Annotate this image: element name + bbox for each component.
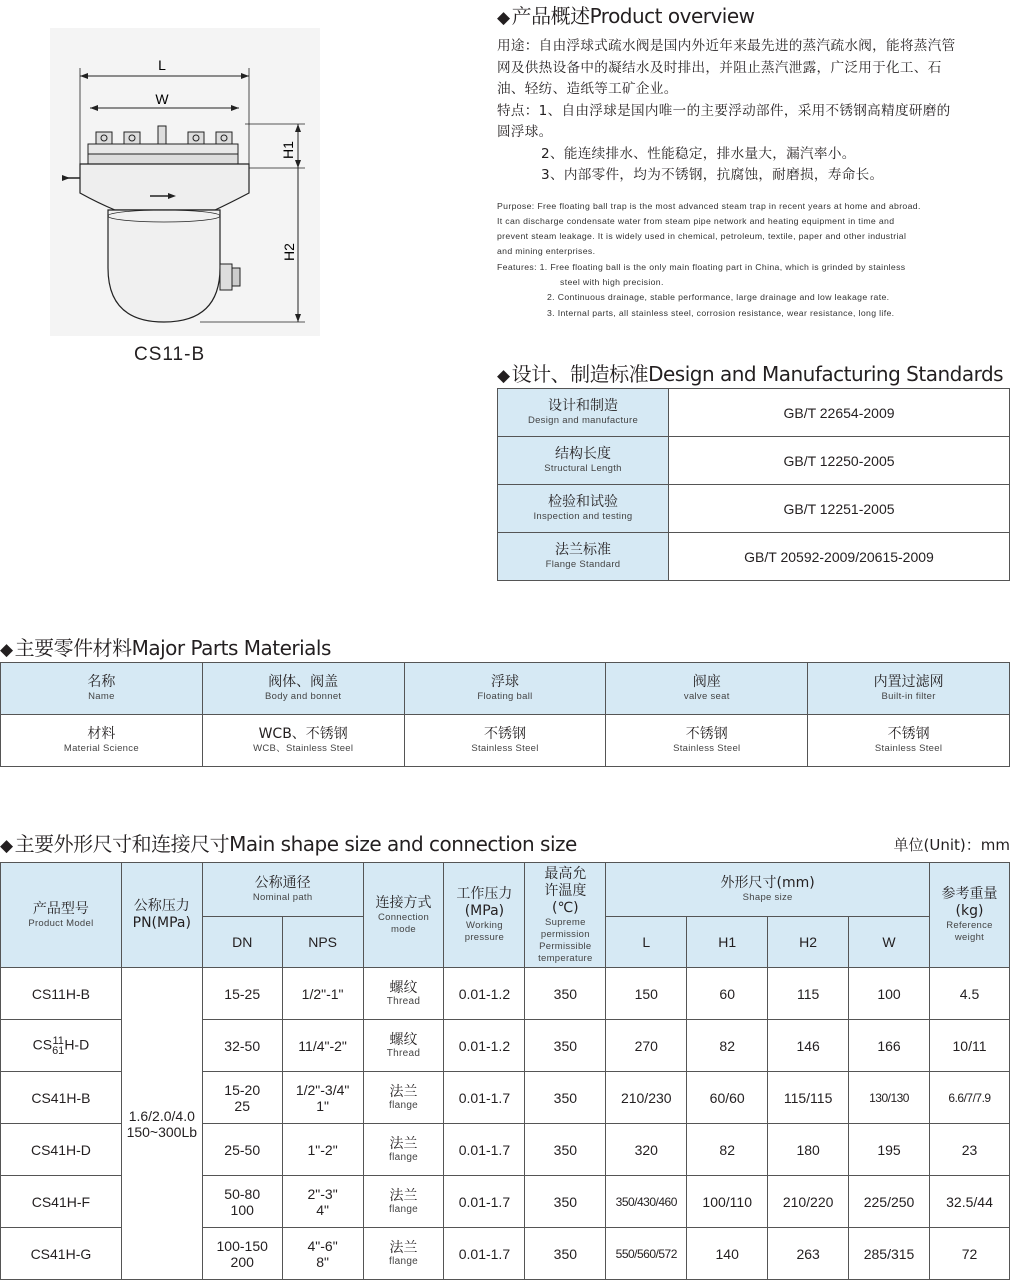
h1-cell: 60/60 (687, 1072, 768, 1124)
header-en: permission (540, 928, 590, 940)
standard-key-zh: 法兰标准 (555, 542, 611, 558)
materials-table (0, 662, 1010, 767)
header-en: Nominal path (252, 892, 313, 903)
dim-w-label: W (155, 91, 169, 107)
header-unit: (MPa) (464, 903, 505, 919)
l-cell: 550/560/572 (606, 1228, 687, 1280)
header-zh: 连接方式 (375, 894, 432, 911)
overview-cn-line: 网及供热设备中的凝结水及时排出，并阻止蒸汽泄露，广泛用于化工、石 (497, 59, 942, 76)
wp-cell: 0.01-1.2 (444, 1020, 525, 1072)
standard-key-zh: 检验和试验 (548, 494, 618, 510)
diamond-bullet-icon: ◆ (0, 640, 13, 660)
nps-line: 8" (316, 1253, 329, 1270)
dn-cell (202, 1072, 282, 1124)
header-working-pressure (444, 863, 525, 968)
standard-key-cell (498, 437, 669, 485)
header-nominal (202, 863, 363, 917)
dn-line: 25 (234, 1097, 250, 1114)
header-en: Working (466, 920, 503, 931)
header-en: Name (88, 691, 115, 702)
header-zh: 阀体、阀盖 (268, 674, 339, 690)
materials-title (0, 632, 331, 661)
header-en: Connection (377, 911, 430, 923)
header-l: L (606, 917, 687, 968)
model-cell: CS41H-D (1, 1124, 122, 1176)
h1-cell: 60 (687, 968, 768, 1020)
conn-en: flange (389, 1100, 419, 1111)
diamond-bullet-icon: ◆ (0, 836, 13, 856)
header-h2: H2 (768, 917, 849, 968)
header-zh: 最高允 (544, 865, 587, 882)
cell-en: Stainless Steel (471, 743, 539, 754)
wp-cell: 0.01-1.7 (444, 1124, 525, 1176)
diamond-bullet-icon: ◆ (497, 8, 510, 28)
header-en: Permissible (539, 940, 592, 952)
model-cell (1, 1020, 122, 1072)
weight-cell: 23 (930, 1124, 1010, 1176)
dn-cell (202, 1228, 282, 1280)
table-row (498, 437, 1010, 485)
connection-cell (363, 1124, 444, 1176)
dim-l-label: L (158, 57, 166, 73)
h1-cell: 140 (687, 1228, 768, 1280)
pn-line: 1.6/2.0/4.0 (128, 1107, 195, 1124)
temp-cell: 350 (525, 968, 606, 1020)
header-zh: 公称压力 (133, 898, 190, 914)
materials-header-cell (404, 663, 606, 715)
header-en: pressure (464, 932, 505, 943)
overview-en-line: Purpose: Free floating ball trap is the most advanced steam trap in recent years at home and abroad. (497, 200, 921, 211)
diamond-bullet-icon: ◆ (497, 366, 510, 386)
conn-en: flange (389, 1256, 419, 1267)
dn-line: 15-20 (224, 1081, 261, 1098)
standard-key-zh: 设计和制造 (548, 398, 618, 414)
model-cell: CS11H-B (1, 968, 122, 1020)
cell-en: Material Science (63, 743, 139, 754)
dn-line: 100 (230, 1201, 254, 1218)
cell-zh: WCB、不锈钢 (258, 726, 348, 742)
pn-line: 150~300Lb (126, 1123, 198, 1140)
table-row (498, 485, 1010, 533)
materials-header-cell (202, 663, 404, 715)
standard-value-cell: GB/T 20592-2009/20615-2009 (669, 533, 1010, 581)
weight-cell: 32.5/44 (930, 1176, 1010, 1228)
weight-cell: 6.6/7/7.9 (930, 1072, 1010, 1124)
standards-title (497, 358, 1003, 387)
dn-cell: 25-50 (202, 1124, 282, 1176)
dn-cell: 32-50 (202, 1020, 282, 1072)
h1-cell: 82 (687, 1020, 768, 1072)
overview-en-line: 3. Internal parts, all stainless steel, corrosion resistance, wear resistance, long life. (547, 307, 895, 318)
temp-cell: 350 (525, 1176, 606, 1228)
conn-zh: 螺纹 (389, 979, 418, 995)
header-en: Product Model (28, 917, 94, 929)
dn-line: 50-80 (224, 1185, 261, 1202)
standard-key-cell (498, 389, 669, 437)
h2-cell: 115 (768, 968, 849, 1020)
cell-en: WCB、Stainless Steel (253, 743, 354, 754)
header-weight (930, 863, 1010, 968)
h2-cell: 146 (768, 1020, 849, 1072)
model-cell: CS41H-G (1, 1228, 122, 1280)
connection-cell (363, 1072, 444, 1124)
table-header-row (1, 663, 1010, 715)
unit-label: 单位(Unit)：mm (893, 836, 1010, 854)
header-w: W (849, 917, 930, 968)
dn-line: 200 (230, 1253, 254, 1270)
weight-cell: 72 (930, 1228, 1010, 1280)
table-row (498, 533, 1010, 581)
standards-title-text: 设计、制造标准Design and Manufacturing Standards (511, 362, 1004, 386)
connection-cell (363, 1176, 444, 1228)
overview-text (497, 36, 1012, 321)
model-cell: CS41H-F (1, 1176, 122, 1228)
temp-cell: 350 (525, 1228, 606, 1280)
header-dn: DN (202, 917, 282, 968)
h2-cell: 263 (768, 1228, 849, 1280)
overview-en-line: prevent steam leakage. It is widely used in chemical, petroleum, textile, paper and other industrial (497, 231, 907, 242)
standard-key-en: Structural Length (544, 463, 622, 474)
connection-cell (363, 1020, 444, 1072)
conn-zh: 法兰 (389, 1187, 418, 1203)
conn-zh: 法兰 (389, 1135, 418, 1151)
w-cell: 130/130 (849, 1072, 930, 1124)
nps-line: 1" (316, 1097, 329, 1114)
temp-cell: 350 (525, 1124, 606, 1176)
sizes-title (0, 828, 577, 857)
model-sub: 61 (52, 1044, 65, 1057)
l-cell: 350/430/460 (606, 1176, 687, 1228)
h1-cell: 100/110 (687, 1176, 768, 1228)
overview-en-line: Features: 1. Free floating ball is the only main floating part in China, which is grinded by stainless (497, 261, 906, 272)
model-cell: CS41H-B (1, 1072, 122, 1124)
materials-cell (1, 715, 203, 767)
header-h1: H1 (687, 917, 768, 968)
nps-line: 4" (316, 1201, 329, 1218)
connection-cell (363, 1228, 444, 1280)
conn-en: Thread (386, 1048, 421, 1059)
materials-header-cell (606, 663, 808, 715)
header-en: Built-in filter (881, 691, 936, 702)
cell-en: Stainless Steel (673, 743, 741, 754)
table-header-row (1, 863, 1010, 917)
header-en: Supreme (545, 916, 586, 928)
standard-key-cell (498, 485, 669, 533)
sizes-table (0, 862, 1010, 1280)
table-row (1, 715, 1010, 767)
header-zh: 公称通径 (254, 875, 311, 891)
nps-cell: 11/4"-2" (282, 1020, 363, 1072)
l-cell: 320 (606, 1124, 687, 1176)
table-row (498, 389, 1010, 437)
w-cell: 195 (849, 1124, 930, 1176)
cell-zh: 不锈钢 (685, 726, 728, 742)
overview-cn-line: 特点：1、自由浮球是国内唯一的主要浮动部件，采用不锈钢高精度研磨的 (497, 102, 951, 119)
overview-cn-line: 用途：自由浮球式疏水阀是国内外近年来最先进的蒸汽疏水阀，能将蒸汽管 (497, 38, 956, 54)
conn-zh: 法兰 (389, 1083, 418, 1099)
header-en: PN(MPa) (132, 915, 191, 931)
header-nps: NPS (282, 917, 363, 968)
conn-zh: 螺纹 (389, 1031, 418, 1047)
wp-cell: 0.01-1.7 (444, 1176, 525, 1228)
materials-cell (606, 715, 808, 767)
conn-en: flange (389, 1152, 419, 1163)
overview-cn-line: 3、内部零件，均为不锈钢，抗腐蚀，耐磨损，寿命长。 (541, 167, 884, 183)
h2-cell: 180 (768, 1124, 849, 1176)
header-en: Shape size (742, 892, 793, 903)
dn-cell: 15-25 (202, 968, 282, 1020)
model-suffix: H-D (64, 1036, 90, 1053)
header-en: mode (391, 923, 416, 935)
cell-zh: 不锈钢 (483, 726, 526, 742)
steam-trap-diagram (40, 28, 330, 340)
l-cell: 150 (606, 968, 687, 1020)
nps-line: 1/2"-3/4" (295, 1081, 350, 1098)
header-en: Reference (946, 920, 993, 931)
header-zh: 工作压力 (456, 886, 513, 902)
materials-header-cell (1, 663, 203, 715)
conn-en: Thread (386, 996, 421, 1007)
wp-cell: 0.01-1.2 (444, 968, 525, 1020)
overview-en-line: It can discharge condensate water from steam pipe network and heating equipment in time and (497, 215, 895, 226)
standard-value-cell: GB/T 12251-2005 (669, 485, 1010, 533)
nps-cell (282, 1072, 363, 1124)
table-row (1, 968, 1010, 1020)
standard-value-cell: GB/T 12250-2005 (669, 437, 1010, 485)
model-sup: 11 (52, 1034, 64, 1047)
cell-zh: 不锈钢 (887, 726, 930, 742)
materials-header-cell (808, 663, 1010, 715)
wp-cell: 0.01-1.7 (444, 1228, 525, 1280)
w-cell: 285/315 (849, 1228, 930, 1280)
header-temperature (525, 863, 606, 968)
cell-en: Stainless Steel (874, 743, 943, 754)
standard-key-zh: 结构长度 (555, 446, 611, 462)
h2-cell: 210/220 (768, 1176, 849, 1228)
conn-zh: 法兰 (389, 1239, 418, 1255)
dn-cell (202, 1176, 282, 1228)
header-en: Body and bonnet (265, 691, 342, 702)
nps-cell: 1"-2" (282, 1124, 363, 1176)
header-en: temperature (538, 952, 593, 964)
w-cell: 225/250 (849, 1176, 930, 1228)
standard-key-en: Flange Standard (545, 559, 621, 570)
header-zh: 参考重量 (941, 886, 998, 902)
header-zh: 阀座 (692, 674, 721, 690)
standard-key-en: Inspection and testing (533, 511, 633, 522)
header-zh: 许温度 (544, 882, 587, 899)
h1-cell: 82 (687, 1124, 768, 1176)
nps-cell: 1/2"-1" (282, 968, 363, 1020)
weight-cell: 4.5 (930, 968, 1010, 1020)
overview-en-line: steel with high precision. (560, 276, 664, 287)
diagram-model-label: CS11-B (134, 344, 206, 365)
header-en: weight (954, 932, 985, 943)
header-shape (606, 863, 930, 917)
materials-title-text: 主要零件材料Major Parts Materials (14, 636, 331, 660)
nps-line: 2"-3" (307, 1185, 338, 1202)
standard-value-cell: GB/T 22654-2009 (669, 389, 1010, 437)
overview-cn-line: 油、轻纺、造纸等工矿企业。 (497, 81, 678, 97)
overview-cn-line: 2、能连续排水、性能稳定，排水量大，漏汽率小。 (541, 145, 856, 162)
materials-cell (808, 715, 1010, 767)
nps-cell (282, 1228, 363, 1280)
standard-key-en: Design and manufacture (527, 415, 639, 426)
nps-line: 4"-6" (307, 1237, 338, 1254)
w-cell: 166 (849, 1020, 930, 1072)
materials-cell (202, 715, 404, 767)
header-connection (363, 863, 444, 968)
model-prefix: CS (32, 1036, 53, 1053)
overview-title (497, 0, 755, 29)
header-zh: 内置过滤网 (873, 674, 944, 690)
weight-cell: 10/11 (930, 1020, 1010, 1072)
header-unit: (℃) (552, 899, 579, 916)
header-zh: 外形尺寸(mm) (720, 875, 815, 891)
header-zh: 名称 (87, 674, 116, 690)
dim-h2-label: H2 (281, 243, 297, 261)
header-en: Floating ball (477, 691, 533, 702)
dn-line: 100-150 (216, 1237, 268, 1254)
header-pn (121, 863, 202, 968)
overview-en-line: and mining enterprises. (497, 246, 596, 257)
pn-cell (121, 968, 202, 1280)
temp-cell: 350 (525, 1020, 606, 1072)
overview-title-text: 产品概述Product overview (511, 4, 755, 28)
header-unit: (kg) (955, 903, 984, 919)
header-en: valve seat (683, 691, 730, 702)
conn-en: flange (389, 1204, 419, 1215)
dim-h1-label: H1 (280, 141, 296, 159)
standards-table (497, 388, 1010, 581)
overview-cn-line: 圆浮球。 (497, 124, 553, 140)
materials-cell (404, 715, 606, 767)
l-cell: 210/230 (606, 1072, 687, 1124)
sizes-title-text: 主要外形尺寸和连接尺寸Main shape size and connection size (14, 832, 577, 856)
header-zh: 产品型号 (32, 900, 89, 917)
l-cell: 270 (606, 1020, 687, 1072)
overview-en-line: 2. Continuous drainage, stable performance, large drainage and low leakage rate. (547, 292, 890, 303)
h2-cell: 115/115 (768, 1072, 849, 1124)
wp-cell: 0.01-1.7 (444, 1072, 525, 1124)
w-cell: 100 (849, 968, 930, 1020)
header-model (1, 863, 122, 968)
nps-cell (282, 1176, 363, 1228)
header-zh: 浮球 (490, 674, 519, 690)
connection-cell (363, 968, 444, 1020)
standard-key-cell (498, 533, 669, 581)
cell-zh: 材料 (87, 726, 116, 742)
temp-cell: 350 (525, 1072, 606, 1124)
